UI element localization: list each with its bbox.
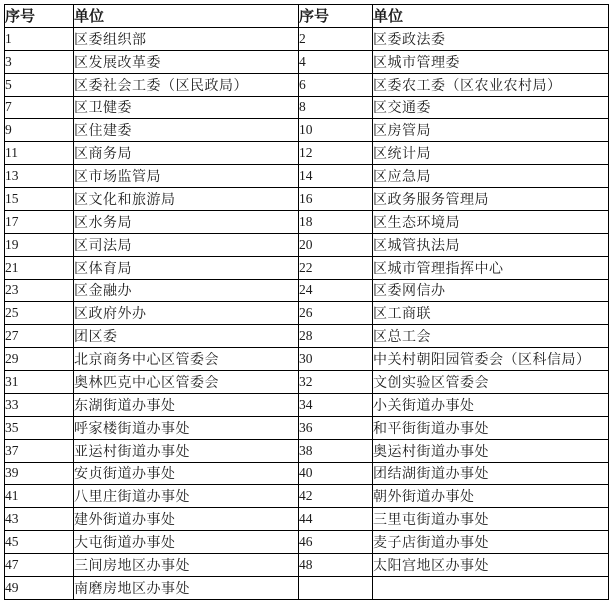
unit-cell: 呼家楼街道办事处 [74, 416, 299, 439]
unit-cell: 南磨房地区办事处 [74, 576, 299, 599]
unit-cell: 区委农工委（区农业农村局） [373, 73, 609, 96]
table-row [5, 554, 609, 577]
unit-cell: 区城管执法局 [373, 233, 609, 256]
table-header [5, 5, 609, 28]
unit-cell: 区应急局 [373, 165, 609, 188]
serial-cell: 44 [299, 508, 373, 531]
unit-cell: 大屯街道办事处 [74, 531, 299, 554]
header-row [5, 5, 609, 28]
serial-cell: 27 [5, 325, 74, 348]
table-row [5, 142, 609, 165]
serial-cell: 35 [5, 416, 74, 439]
unit-cell: 区体育局 [74, 256, 299, 279]
unit-cell: 区政府外办 [74, 302, 299, 325]
serial-cell: 46 [299, 531, 373, 554]
unit-cell: 区商务局 [74, 142, 299, 165]
table-row [5, 508, 609, 531]
unit-cell: 区文化和旅游局 [74, 188, 299, 211]
unit-cell: 麦子店街道办事处 [373, 531, 609, 554]
serial-cell: 18 [299, 210, 373, 233]
unit-cell: 中关村朝阳园管委会（区科信局） [373, 348, 609, 371]
table-body [5, 27, 609, 599]
unit-cell: 区房管局 [373, 119, 609, 142]
serial-cell: 8 [299, 96, 373, 119]
serial-cell: 7 [5, 96, 74, 119]
unit-cell: 北京商务中心区管委会 [74, 348, 299, 371]
serial-cell: 43 [5, 508, 74, 531]
header-unit-left: 单位 [74, 5, 299, 28]
serial-cell: 6 [299, 73, 373, 96]
serial-cell: 48 [299, 554, 373, 577]
unit-cell: 区工商联 [373, 302, 609, 325]
serial-cell: 38 [299, 439, 373, 462]
table-row [5, 439, 609, 462]
serial-cell: 12 [299, 142, 373, 165]
unit-cell: 区生态环境局 [373, 210, 609, 233]
unit-cell: 团区委 [74, 325, 299, 348]
table-row [5, 485, 609, 508]
table-row [5, 348, 609, 371]
header-unit-right: 单位 [373, 5, 609, 28]
unit-cell: 和平街街道办事处 [373, 416, 609, 439]
serial-cell: 39 [5, 462, 74, 485]
serial-cell: 22 [299, 256, 373, 279]
serial-cell: 42 [299, 485, 373, 508]
table-row [5, 210, 609, 233]
serial-cell: 11 [5, 142, 74, 165]
table-row [5, 416, 609, 439]
table-row [5, 119, 609, 142]
table-row [5, 576, 609, 599]
unit-cell: 区市场监管局 [74, 165, 299, 188]
unit-cell: 奥林匹克中心区管委会 [74, 371, 299, 394]
serial-cell: 21 [5, 256, 74, 279]
table-row [5, 233, 609, 256]
unit-cell: 团结湖街道办事处 [373, 462, 609, 485]
serial-cell: 5 [5, 73, 74, 96]
unit-cell: 小关街道办事处 [373, 393, 609, 416]
serial-cell: 2 [299, 27, 373, 50]
unit-cell: 八里庄街道办事处 [74, 485, 299, 508]
unit-cell: 东湖街道办事处 [74, 393, 299, 416]
unit-cell: 安贞街道办事处 [74, 462, 299, 485]
serial-cell: 40 [299, 462, 373, 485]
unit-cell: 区政务服务管理局 [373, 188, 609, 211]
serial-cell: 26 [299, 302, 373, 325]
unit-cell: 文创实验区管委会 [373, 371, 609, 394]
table-row [5, 279, 609, 302]
table-row [5, 302, 609, 325]
unit-cell: 区统计局 [373, 142, 609, 165]
serial-cell: 20 [299, 233, 373, 256]
unit-cell: 区委政法委 [373, 27, 609, 50]
serial-cell: 36 [299, 416, 373, 439]
table-row [5, 96, 609, 119]
unit-cell: 区卫健委 [74, 96, 299, 119]
serial-cell: 17 [5, 210, 74, 233]
units-table [4, 4, 609, 600]
serial-cell: 4 [299, 50, 373, 73]
table-row [5, 256, 609, 279]
serial-cell: 19 [5, 233, 74, 256]
unit-cell: 区委社会工委（区民政局） [74, 73, 299, 96]
table-row [5, 531, 609, 554]
unit-cell: 区委组织部 [74, 27, 299, 50]
serial-cell: 33 [5, 393, 74, 416]
unit-cell: 太阳宫地区办事处 [373, 554, 609, 577]
unit-cell: 朝外街道办事处 [373, 485, 609, 508]
serial-cell: 15 [5, 188, 74, 211]
serial-cell: 13 [5, 165, 74, 188]
header-serial-left: 序号 [5, 5, 74, 28]
serial-cell: 24 [299, 279, 373, 302]
serial-cell: 37 [5, 439, 74, 462]
unit-cell: 区总工会 [373, 325, 609, 348]
unit-cell: 区金融办 [74, 279, 299, 302]
unit-cell: 区城市管理指挥中心 [373, 256, 609, 279]
table-row [5, 393, 609, 416]
serial-cell: 16 [299, 188, 373, 211]
serial-cell: 49 [5, 576, 74, 599]
unit-cell: 区交通委 [373, 96, 609, 119]
unit-cell [373, 576, 609, 599]
unit-cell: 区城市管理委 [373, 50, 609, 73]
serial-cell: 32 [299, 371, 373, 394]
serial-cell: 45 [5, 531, 74, 554]
serial-cell: 1 [5, 27, 74, 50]
serial-cell: 10 [299, 119, 373, 142]
table-row [5, 50, 609, 73]
table-row [5, 188, 609, 211]
unit-cell: 三间房地区办事处 [74, 554, 299, 577]
serial-cell: 31 [5, 371, 74, 394]
serial-cell: 28 [299, 325, 373, 348]
unit-cell: 区水务局 [74, 210, 299, 233]
unit-cell: 奥运村街道办事处 [373, 439, 609, 462]
serial-cell: 41 [5, 485, 74, 508]
serial-cell [299, 576, 373, 599]
serial-cell: 30 [299, 348, 373, 371]
unit-cell: 建外街道办事处 [74, 508, 299, 531]
serial-cell: 29 [5, 348, 74, 371]
header-serial-right: 序号 [299, 5, 373, 28]
table-row [5, 462, 609, 485]
unit-cell: 区发展改革委 [74, 50, 299, 73]
serial-cell: 9 [5, 119, 74, 142]
serial-cell: 34 [299, 393, 373, 416]
table-row [5, 165, 609, 188]
table-row [5, 325, 609, 348]
unit-cell: 三里屯街道办事处 [373, 508, 609, 531]
serial-cell: 47 [5, 554, 74, 577]
table-row [5, 73, 609, 96]
table-row [5, 371, 609, 394]
serial-cell: 3 [5, 50, 74, 73]
unit-cell: 区住建委 [74, 119, 299, 142]
table-row [5, 27, 609, 50]
unit-cell: 亚运村街道办事处 [74, 439, 299, 462]
unit-cell: 区委网信办 [373, 279, 609, 302]
serial-cell: 23 [5, 279, 74, 302]
serial-cell: 14 [299, 165, 373, 188]
unit-cell: 区司法局 [74, 233, 299, 256]
serial-cell: 25 [5, 302, 74, 325]
